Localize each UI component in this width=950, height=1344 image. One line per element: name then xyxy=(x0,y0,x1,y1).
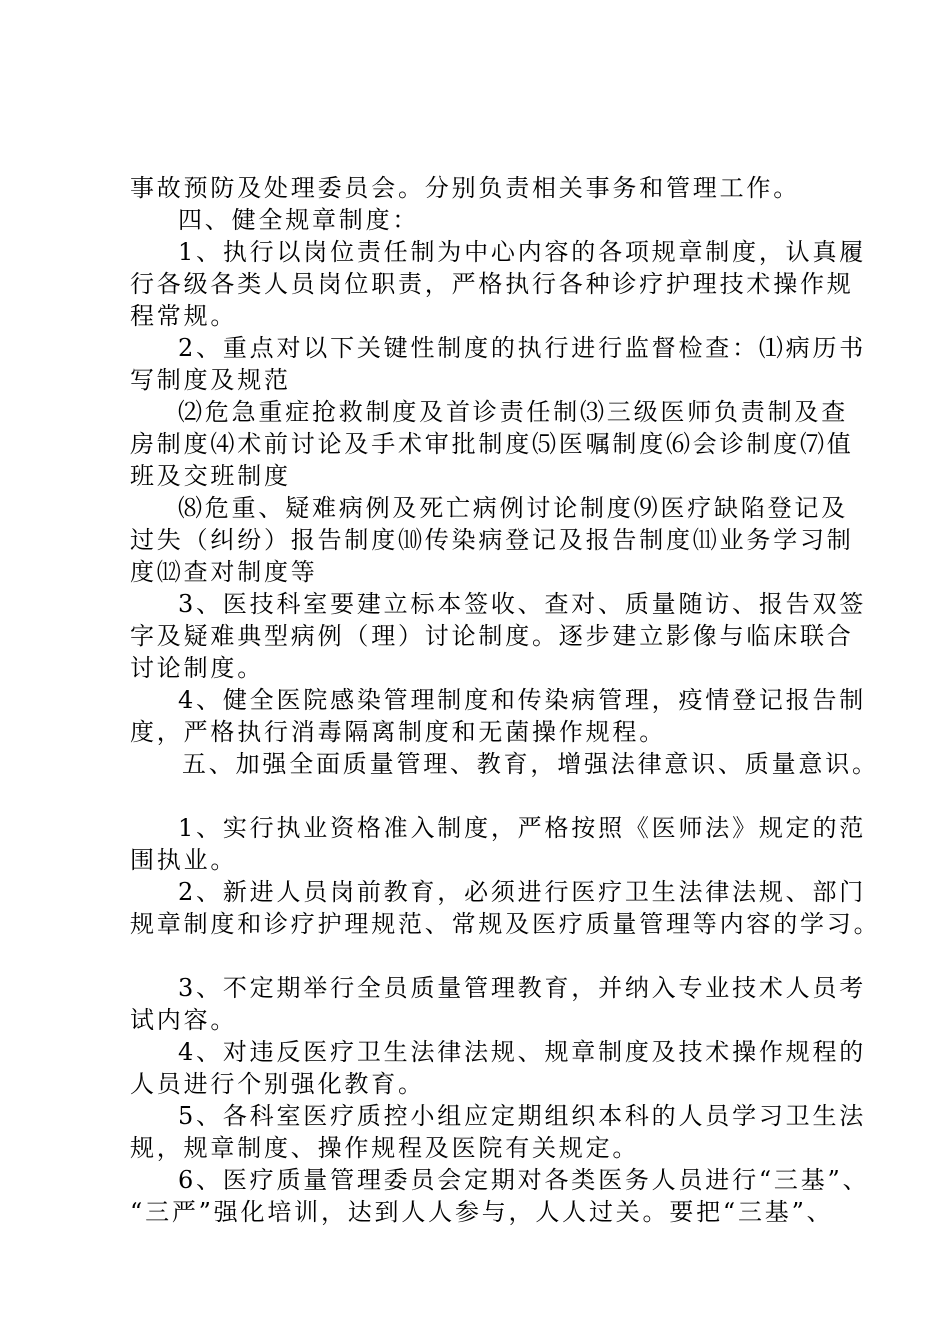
text-line: 围执业。 xyxy=(130,846,238,874)
text-line: 1、实行执业资格准入制度，严格按照《医师法》规定的范 xyxy=(178,814,867,842)
text-line: 3、医技科室要建立标本签收、查对、质量随访、报告双签 xyxy=(178,590,867,618)
text-line: ⑻危重、疑难病例及死亡病例讨论制度⑼医疗缺陷登记及 xyxy=(178,494,848,522)
text-line: 1、执行以岗位责任制为中心内容的各项规章制度，认真履 xyxy=(178,238,867,266)
text-line: 程常规。 xyxy=(130,302,238,330)
blank-line xyxy=(130,940,842,972)
text-line: 班及交班制度 xyxy=(130,462,291,490)
text-line: 2、重点对以下关键性制度的执行进行监督检查：⑴病历书 xyxy=(178,334,867,362)
text-line: 6、医疗质量管理委员会定期对各类医务人员进行“三基”、 xyxy=(178,1166,870,1194)
text-line: 讨论制度。 xyxy=(130,654,264,682)
blank-line xyxy=(130,780,842,812)
text-line: 过失（纠纷）报告制度⑽传染病登记及报告制度⑾业务学习制 xyxy=(130,526,854,554)
text-line: 度，严格执行消毒隔离制度和无菌操作规程。 xyxy=(130,718,666,746)
text-line: 事故预防及处理委员会。分别负责相关事务和管理工作。 xyxy=(130,174,800,202)
text-line: ⑵危急重症抢救制度及首诊责任制⑶三级医师负责制及查 xyxy=(178,398,848,426)
text-line: 人员进行个别强化教育。 xyxy=(130,1070,425,1098)
text-line: 4、对违反医疗卫生法律法规、规章制度及技术操作规程的 xyxy=(178,1038,867,1066)
text-line: 3、不定期举行全员质量管理教育，并纳入专业技术人员考 xyxy=(178,974,867,1002)
text-line: “三严”强化培训，达到人人参与，人人过关。要把“三基”、 xyxy=(130,1198,834,1226)
document-body xyxy=(130,172,881,1228)
section-heading: 四、健全规章制度： xyxy=(178,206,420,234)
section-heading: 五、加强全面质量管理、教育，增强法律意识、质量意识。 xyxy=(182,750,879,778)
text-line: 2、新进人员岗前教育，必须进行医疗卫生法律法规、部门 xyxy=(178,878,867,906)
text-line: 5、各科室医疗质控小组应定期组织本科的人员学习卫生法 xyxy=(178,1102,867,1130)
text-line: 试内容。 xyxy=(130,1006,238,1034)
text-line: 行各级各类人员岗位职责，严格执行各种诊疗护理技术操作规 xyxy=(130,270,854,298)
text-line: 规章制度和诊疗护理规范、常规及医疗质量管理等内容的学习。 xyxy=(130,910,881,938)
text-line: 4、健全医院感染管理制度和传染病管理，疫情登记报告制 xyxy=(178,686,867,714)
text-line: 度⑿查对制度等 xyxy=(130,558,318,586)
text-line: 房制度⑷术前讨论及手术审批制度⑸医嘱制度⑹会诊制度⑺值 xyxy=(130,430,854,458)
text-line: 字及疑难典型病例（理）讨论制度。逐步建立影像与临床联合 xyxy=(130,622,854,650)
text-line: 规，规章制度、操作规程及医院有关规定。 xyxy=(130,1134,640,1162)
text-line: 写制度及规范 xyxy=(130,366,291,394)
